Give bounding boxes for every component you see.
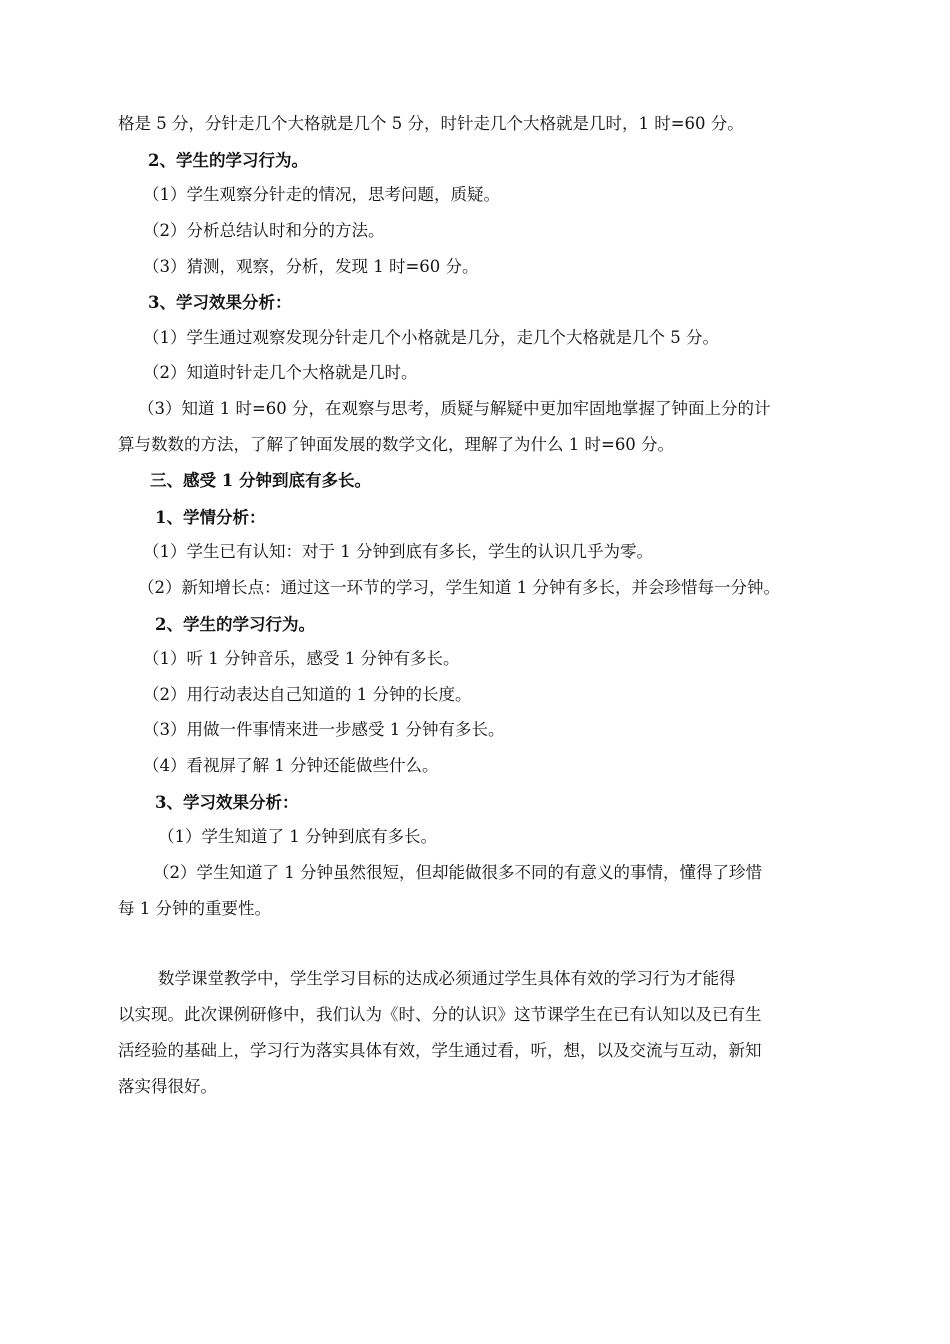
list-item: （2）分析总结认时和分的方法。 <box>143 221 385 240</box>
conclusion-line: 落实得很好。 <box>118 1077 217 1096</box>
text-line: 格是 5 分，分针走几个大格就是几个 5 分，时针走几个大格就是几时，1 时=60 分。 <box>118 114 744 133</box>
section-heading: 2、学生的学习行为。 <box>155 615 315 634</box>
list-item: （1）学生知道了 1 分钟到底有多长。 <box>158 827 437 846</box>
section-heading: 3、学习效果分析： <box>155 793 299 812</box>
section-heading: 2、学生的学习行为。 <box>148 151 308 170</box>
list-item: （1）学生通过观察发现分针走几个小格就是几分，走几个大格就是几个 5 分。 <box>143 328 719 347</box>
list-item: （1）听 1 分钟音乐，感受 1 分钟有多长。 <box>143 649 460 668</box>
list-item: （1）学生已有认知：对于 1 分钟到底有多长，学生的认识几乎为零。 <box>143 542 653 561</box>
list-item: （2）新知增长点：通过这一环节的学习，学生知道 1 分钟有多长，并会珍惜每一分钟。 <box>138 578 780 597</box>
section-heading: 3、学习效果分析： <box>148 293 292 312</box>
list-item: （3）猜测，观察，分析，发现 1 时=60 分。 <box>143 257 479 276</box>
list-item: （2）知道时针走几个大格就是几时。 <box>143 363 418 382</box>
list-item: （2）学生知道了 1 分钟虽然很短，但却能做很多不同的有意义的事情，懂得了珍惜 <box>153 863 762 882</box>
list-item: （4）看视屏了解 1 分钟还能做些什么。 <box>143 756 439 775</box>
conclusion-line: 活经验的基础上，学习行为落实具体有效，学生通过看，听，想，以及交流与互动，新知 <box>118 1041 762 1060</box>
text-line: 算与数数的方法，了解了钟面发展的数学文化，理解了为什么 1 时=60 分。 <box>118 435 675 454</box>
list-item: （1）学生观察分针走的情况，思考问题，质疑。 <box>143 185 500 204</box>
list-item: （3）用做一件事情来进一步感受 1 分钟有多长。 <box>143 720 505 739</box>
section-heading: 1、学情分析： <box>155 508 266 527</box>
conclusion-line: 数学课堂教学中，学生学习目标的达成必须通过学生具体有效的学习行为才能得 <box>158 969 736 988</box>
text-line: 每 1 分钟的重要性。 <box>118 899 271 918</box>
list-item: （3）知道 1 时=60 分，在观察与思考，质疑与解疑中更加牢固地掌握了钟面上分的计 <box>138 399 771 418</box>
list-item: （2）用行动表达自己知道的 1 分钟的长度。 <box>143 685 472 704</box>
section-heading: 三、感受 1 分钟到底有多长。 <box>150 471 371 490</box>
conclusion-line: 以实现。此次课例研修中，我们认为《时、分的认识》这节课学生在已有认知以及已有生 <box>118 1005 762 1024</box>
